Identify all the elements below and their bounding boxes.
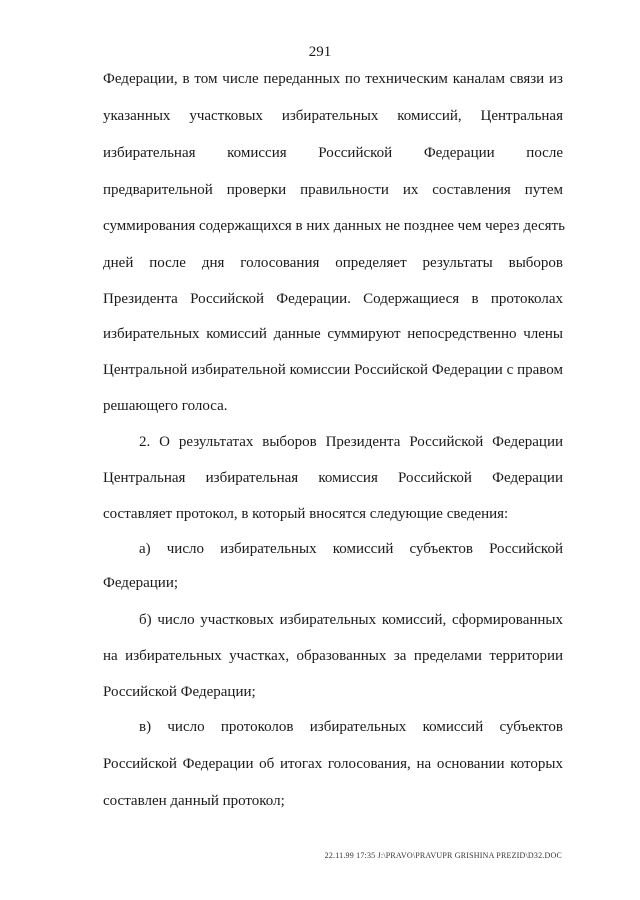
list-item-a: а) число избирательных комиссий субъектов Российской (139, 541, 563, 557)
list-item-b: б) число участковых избирательных комиссий, сформированных (139, 612, 563, 628)
paragraph-first-line: 2. О результатах выборов Президента Российской Федерации (139, 434, 563, 450)
page-number: 291 (308, 44, 332, 60)
text-line: Федерации; (103, 575, 179, 591)
list-item-c: в) число протоколов избирательных комиссий субъектов (139, 719, 563, 735)
text-line: решающего голоса. (103, 398, 228, 414)
footer-file-path: 22.11.99 17:35 J:\PRAVO\PRAVUPR GRISHINA PREZID\D32.DOC (324, 851, 562, 860)
text-line: предварительной проверки правильности их составления путем (103, 182, 563, 198)
text-line: составлен данный протокол; (103, 793, 285, 809)
text-line: избирательных комиссий данные суммируют непосредственно члены (103, 326, 563, 342)
text-line: Президента Российской Федерации. Содержащиеся в протоколах (103, 291, 563, 307)
text-line: дней после дня голосования определяет результаты выборов (103, 255, 563, 271)
text-line: Федерации, в том числе переданных по техническим каналам связи из (103, 71, 563, 87)
text-line: Российской Федерации об итогах голосования, на основании которых (103, 756, 563, 772)
text-line: Центральная избирательная комиссия Российской Федерации (103, 470, 563, 486)
text-line: указанных участковых избирательных комиссий, Центральная (103, 108, 563, 124)
text-line: Центральной избирательной комиссии Российской Федерации с правом (103, 362, 563, 378)
text-line: на избирательных участках, образованных за пределами территории (103, 648, 563, 664)
text-line: Российской Федерации; (103, 684, 256, 700)
text-line: суммирования содержащихся в них данных не позднее чем через десять (103, 218, 565, 234)
text-line: составляет протокол, в который вносятся следующие сведения: (103, 506, 509, 522)
text-line: избирательная комиссия Российской Федерации после (103, 145, 563, 161)
